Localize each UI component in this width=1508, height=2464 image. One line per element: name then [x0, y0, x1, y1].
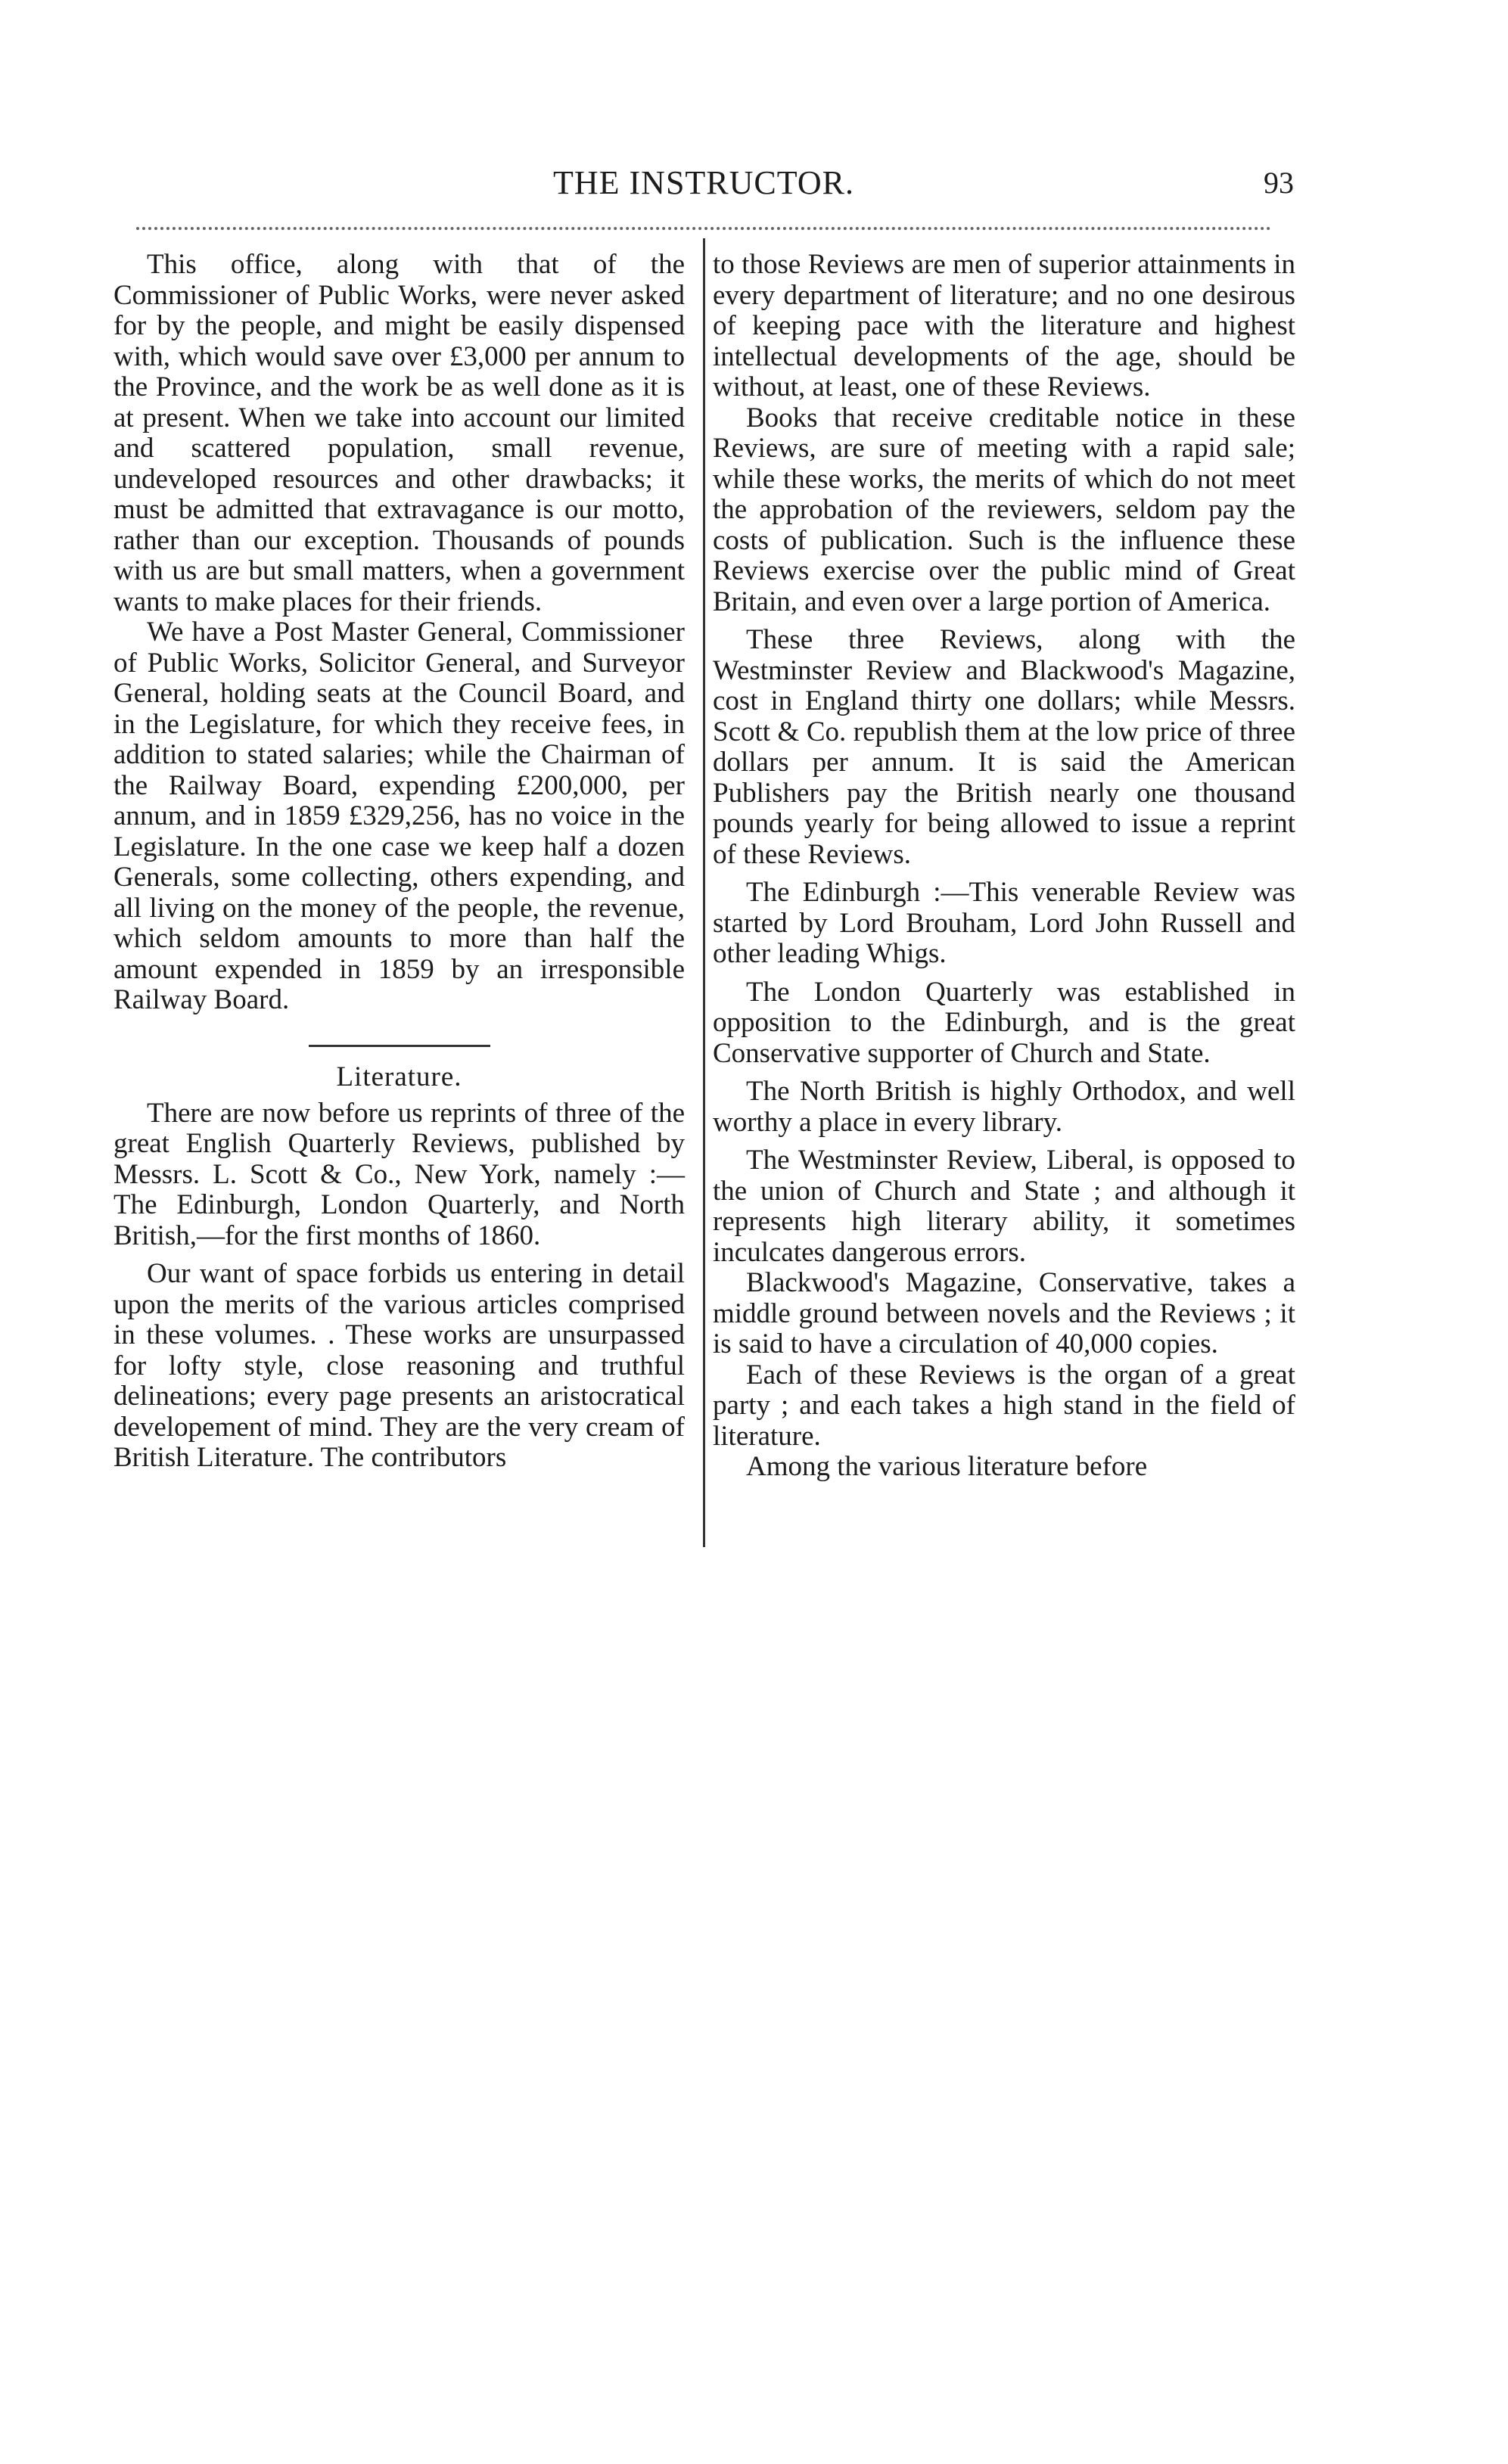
paragraph: Our want of space forbids us entering in detail upon the merits of the various articles comprised in these volumes. . These works are unsurpassed for lofty style, close reasoning and truthful delineations; every page presents an aristocratical developement of mind. They are the very cream of British Literature. The contributors: [113, 1258, 685, 1473]
paragraph: The London Quarterly was established in opposition to the Edinburgh, and is the great Conservative supporter of Church and State.: [713, 976, 1295, 1069]
paragraph: Books that receive creditable notice in these Reviews, are sure of meeting with a rapid sale; while these works, the merits of which do not meet the approbation of the reviewers, seldom pay the costs of publication. Such is the influence these Reviews exercise over the public mind of Great Britain, and even over a large portion of America.: [713, 402, 1295, 617]
running-head: [113, 160, 1294, 206]
section-heading: Literature.: [336, 1061, 462, 1092]
paragraph: Each of these Reviews is the organ of a great party ; and each takes a high stand in the field of literature.: [713, 1359, 1295, 1452]
paragraph: The North British is highly Orthodox, and well worthy a place in every library.: [713, 1076, 1295, 1138]
paragraph: We have a Post Master General, Commissioner of Public Works, Solicitor General, and Surveyor General, holding seats at the Council Board, and in the Legislature, for which they receive fees, in addition to stated salaries; while the Chairman of the Railway Board, expending £200,000, per annum, and in 1859 £329,256, has no voice in the Legislature. In the one case we keep half a dozen Generals, some collecting, others expending, and all living on the money of the people, the revenue, which seldom amounts to more than half the amount expended in 1859 by an irresponsible Railway Board.: [113, 617, 685, 1015]
paragraph: These three Reviews, along with the Westminster Review and Blackwood's Magazine, cost in England thirty one dollars; while Messrs. Scott & Co. republish them at the low price of three dollars per annum. It is said the American Publishers pay the British nearly one thousand pounds yearly for being allowed to issue a reprint of these Reviews.: [713, 624, 1295, 870]
paragraph: Blackwood's Magazine, Conservative, takes a middle ground between novels and the Reviews ; it is said to have a circulation of 40,000 copies.: [713, 1267, 1295, 1359]
right-column: [713, 250, 1295, 1483]
paragraph: The Edinburgh :—This venerable Review was started by Lord Brouham, Lord John Russell and other leading Whigs.: [713, 877, 1295, 969]
column-rule: [703, 238, 705, 1547]
running-title: THE INSTRUCTOR.: [553, 164, 854, 201]
section-divider: [309, 1045, 490, 1047]
paragraph: This office, along with that of the Commissioner of Public Works, were never asked for by the people, and might be easily dispensed with, which would save over £3,000 per annum to the Province, and the work be as well done as it is at present. When we take into account our limited and scattered population, small revenue, undeveloped resources and other drawbacks; it must be admitted that extravagance is our motto, rather than our exception. Thousands of pounds with us are but small matters, when a government wants to make places for their friends.: [113, 249, 685, 617]
page-number: 93: [1264, 166, 1294, 200]
paragraph: Among the various literature before: [746, 1451, 1148, 1482]
left-column: [113, 250, 685, 1474]
paragraph: The Westminster Review, Liberal, is opposed to the union of Church and State ; and although it represents high literary ability, it sometimes inculcates dangerous errors.: [713, 1145, 1295, 1268]
paragraph: to those Reviews are men of superior attainments in every department of literature; and no one desirous of keeping pace with the literature and highest intellectual developments of the age, should be without, at least, one of these Reviews.: [713, 249, 1295, 402]
paragraph: There are now before us reprints of three of the great English Quarterly Reviews, published by Messrs. L. Scott & Co., New York, namely :— The Edinburgh, London Quarterly, and North British,—for the first months of 1860.: [113, 1097, 685, 1251]
header-rule: [136, 227, 1271, 230]
